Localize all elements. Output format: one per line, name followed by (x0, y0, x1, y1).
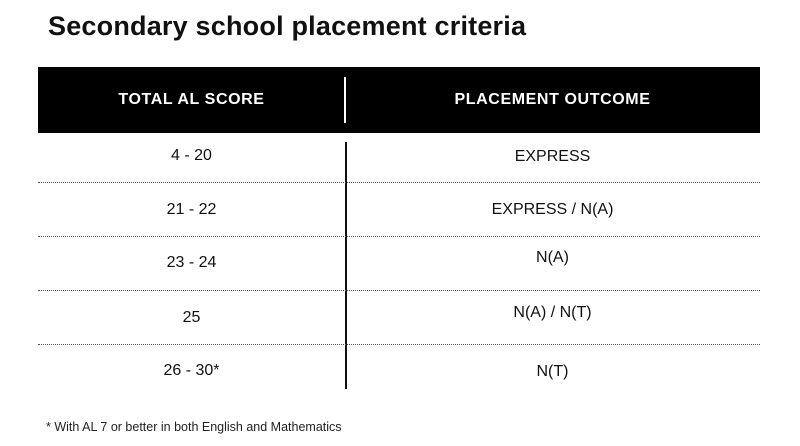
outcome-cell: N(A) (536, 249, 569, 266)
table-row (38, 291, 760, 345)
outcome-cell: EXPRESS (514, 148, 591, 165)
outcome-cell: EXPRESS / N(A) (491, 201, 614, 218)
header-total-al-score: TOTAL AL SCORE (118, 91, 265, 108)
score-cell: 4 - 20 (171, 147, 212, 164)
table-header (38, 67, 760, 133)
outcome-cell: N(A) / N(T) (513, 304, 592, 321)
footnote: * With AL 7 or better in both English and Mathematics (46, 420, 342, 434)
score-cell: 25 (182, 309, 201, 326)
table-row (38, 133, 760, 183)
score-cell: 26 - 30* (163, 362, 220, 379)
table-row (38, 345, 760, 398)
outcome-cell: N(T) (536, 363, 569, 380)
score-cell: 23 - 24 (166, 254, 217, 271)
table-row (38, 237, 760, 291)
score-cell: 21 - 22 (166, 201, 217, 218)
header-divider (344, 77, 346, 123)
table-body (38, 133, 760, 398)
header-placement-outcome: PLACEMENT OUTCOME (454, 91, 651, 108)
placement-table (38, 67, 760, 398)
page-title: Secondary school placement criteria (48, 11, 527, 41)
table-row (38, 183, 760, 237)
